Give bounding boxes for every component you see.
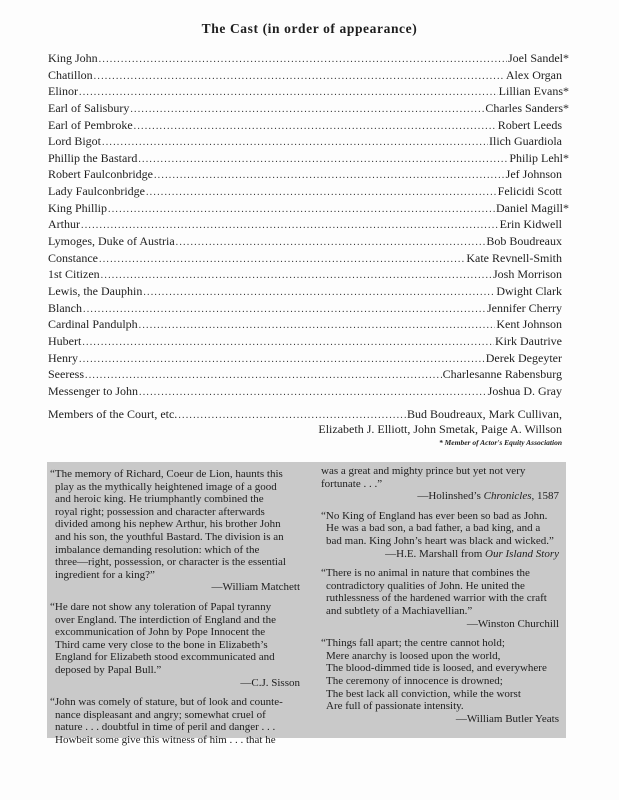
leader-dots bbox=[139, 387, 487, 398]
cast-actor: Charles Sanders* bbox=[485, 100, 569, 115]
attribution-text: —H.E. Marshall from bbox=[385, 547, 486, 560]
cast-row bbox=[48, 234, 569, 251]
cast-row bbox=[48, 68, 569, 85]
leader-dots bbox=[102, 137, 488, 148]
leader-dots bbox=[108, 204, 495, 215]
cast-role: Chatillon bbox=[48, 67, 93, 82]
quote-line: divided among his nephew Arthur, his brother John bbox=[55, 518, 281, 531]
cast-row bbox=[48, 384, 569, 401]
quote-line: The ceremony of innocence is drowned; bbox=[326, 674, 503, 687]
quote-line: imbalance demanding resolution: which of the bbox=[55, 543, 260, 556]
cast-role: Robert Faulconbridge bbox=[48, 167, 153, 182]
quote-line: and subtlety of a Machiavellian.” bbox=[326, 604, 473, 617]
leader-dots bbox=[176, 237, 486, 248]
attribution-title: Our Island Story bbox=[485, 547, 559, 560]
leader-dots bbox=[130, 104, 484, 115]
cast-role: Earl of Salisbury bbox=[48, 100, 130, 115]
quote-attribution: —William Butler Yeats bbox=[455, 712, 559, 725]
cast-actor: Alex Organ bbox=[505, 67, 562, 82]
cast-row bbox=[48, 101, 569, 118]
leader-dots bbox=[101, 270, 492, 281]
cast-actor: Bob Boudreaux bbox=[486, 234, 562, 249]
quote-line: “He dare not show any toleration of Papal tyranny bbox=[50, 600, 272, 613]
cast-role: Arthur bbox=[48, 217, 80, 232]
quote-attribution: —C.J. Sisson bbox=[240, 676, 300, 689]
cast-role: Henry bbox=[48, 350, 78, 365]
cast-row bbox=[48, 134, 569, 151]
quote-line: The blood-dimmed tide is loosed, and everywhere bbox=[326, 662, 547, 675]
quote-line: royal right; possession and character afterwards bbox=[55, 505, 265, 518]
cast-actor: Charlesanne Rabensburg bbox=[442, 367, 562, 382]
quote bbox=[321, 567, 559, 630]
cast-actor: Kent Johnson bbox=[496, 317, 562, 332]
leader-dots bbox=[143, 287, 495, 298]
quotes-box bbox=[47, 462, 566, 746]
cast-row bbox=[48, 84, 569, 101]
cast-list bbox=[48, 51, 569, 400]
cast-row bbox=[48, 167, 569, 184]
quote-line: ruthlessness of the hardened warrior with the craft bbox=[326, 592, 547, 605]
quote-attribution: —Winston Churchill bbox=[466, 617, 559, 630]
cast-role: Lewis, the Dauphin bbox=[48, 283, 143, 298]
cast-row bbox=[48, 184, 569, 201]
cast-row bbox=[48, 367, 569, 384]
cast-role: Hubert bbox=[48, 333, 82, 348]
quote bbox=[50, 696, 312, 746]
quote-line: and his son, the youthful Bastard. The division is an bbox=[55, 530, 284, 543]
cast-actor-continued: Elizabeth J. Elliott, John Smetak, Paige A. Willson bbox=[318, 422, 562, 436]
leader-dots bbox=[99, 254, 465, 265]
quote-line: Mere anarchy is loosed upon the world, bbox=[326, 649, 501, 662]
quote bbox=[50, 601, 312, 689]
quote bbox=[50, 468, 312, 594]
cast-row bbox=[48, 251, 569, 268]
leader-dots bbox=[82, 337, 494, 348]
cast-row bbox=[48, 351, 569, 368]
members-of-court bbox=[48, 407, 569, 448]
cast-actor: Philip Lehl* bbox=[509, 150, 569, 165]
cast-actor: Josh Morrison bbox=[492, 267, 562, 282]
cast-actor: Joel Sandel* bbox=[508, 51, 569, 65]
quote-line: was a great and mighty prince but yet not very bbox=[321, 465, 526, 477]
cast-role: Lymoges, Duke of Austria bbox=[48, 234, 175, 249]
quote-line: “There is no animal in nature that combines the bbox=[321, 567, 530, 580]
quote-line: play as the mythically heightened image of a good bbox=[55, 480, 277, 493]
quote-attribution bbox=[321, 548, 559, 561]
cast-role: Messenger to John bbox=[48, 383, 138, 398]
page-title: The Cast (in order of appearance) bbox=[201, 21, 418, 36]
cast-actor: Lillian Evans* bbox=[498, 84, 569, 99]
quote-line: Howbeit some give this witness of him . . . that he bbox=[55, 733, 276, 746]
cast-actor: Joshua D. Gray bbox=[487, 383, 562, 398]
cast-actor: Ilich Guardiola bbox=[489, 134, 562, 149]
attribution-text: —Holinshed’s bbox=[417, 490, 484, 503]
cast-role: Elinor bbox=[48, 84, 78, 99]
quote-line: “The memory of Richard, Coeur de Lion, haunts this bbox=[50, 468, 283, 480]
attribution-text: , 1587 bbox=[531, 490, 559, 503]
quote bbox=[321, 465, 559, 503]
quotes-left-column bbox=[50, 468, 312, 753]
quote-line: England for Elizabeth stood excommunicated and bbox=[55, 651, 275, 664]
cast-row bbox=[48, 217, 569, 234]
quote-line: nature . . . doubtful in time of peril and danger . . . bbox=[55, 721, 276, 734]
quote-line: and heroic king. He triumphantly combined the bbox=[55, 493, 264, 506]
cast-row bbox=[48, 51, 569, 68]
cast-role: 1st Citizen bbox=[48, 267, 100, 282]
quote-line: deposed by Papal Bull.” bbox=[55, 663, 162, 676]
quote-line: bad man. King John’s heart was black and wicked.” bbox=[326, 534, 554, 547]
cast-role: Lord Bigot bbox=[48, 134, 101, 149]
cast-row bbox=[48, 284, 569, 301]
leader-dots bbox=[81, 220, 499, 231]
quote-line: fortunate . . .” bbox=[321, 477, 383, 490]
cast-actor: Dwight Clark bbox=[496, 283, 562, 298]
leader-dots bbox=[83, 304, 486, 315]
cast-role: King Phillip bbox=[48, 200, 108, 215]
cast-row bbox=[48, 151, 569, 168]
quote bbox=[321, 637, 559, 725]
quote-line: “John was comely of stature, but of look and counte- bbox=[50, 696, 283, 709]
quotes-right-column bbox=[321, 465, 559, 732]
cast-role: Phillip the Bastard bbox=[48, 150, 138, 165]
leader-dots bbox=[79, 87, 498, 98]
cast-role: Seeress bbox=[48, 367, 84, 382]
leader-dots bbox=[134, 121, 497, 132]
cast-actor: Kirk Dautrive bbox=[495, 333, 562, 348]
leader-dots bbox=[85, 370, 442, 381]
cast-actor: Felicidi Scott bbox=[497, 184, 562, 199]
quote-line: contradictory qualities of John. He united the bbox=[326, 579, 525, 592]
leader-dots bbox=[139, 320, 496, 331]
leader-dots bbox=[99, 54, 507, 65]
cast-row bbox=[48, 317, 569, 334]
cast-row bbox=[48, 118, 569, 135]
leader-dots bbox=[79, 354, 485, 365]
cast-role: Blanch bbox=[48, 300, 82, 315]
quote-line: excommunication of John by Pope Innocent the bbox=[55, 626, 266, 639]
leader-dots bbox=[178, 410, 406, 421]
quote-attribution: —William Matchett bbox=[211, 581, 300, 594]
attribution-title: Chronicles bbox=[483, 490, 532, 503]
leader-dots bbox=[94, 71, 505, 82]
quote-attribution bbox=[321, 490, 559, 503]
cast-actor: Derek Degeyter bbox=[485, 350, 562, 365]
quote-line: Third came very close to the bone in Elizabeth’s bbox=[55, 638, 268, 651]
cast-role: Lady Faulconbridge bbox=[48, 184, 145, 199]
cast-row bbox=[48, 201, 569, 218]
quote-line: “No King of England has ever been so bad as John. bbox=[321, 509, 548, 522]
cast-role: Constance bbox=[48, 250, 98, 265]
cast-actor: Robert Leeds bbox=[497, 117, 562, 132]
cast-role: Members of the Court, etc. bbox=[48, 407, 178, 421]
quote-line: Are full of passionate intensity. bbox=[326, 700, 464, 713]
cast-actor: Erin Kidwell bbox=[499, 217, 562, 232]
cast-actor: Jennifer Cherry bbox=[487, 300, 562, 315]
cast-row bbox=[48, 267, 569, 284]
cast-actor: Jef Johnson bbox=[505, 167, 562, 182]
cast-role: Cardinal Pandulph bbox=[48, 317, 138, 332]
quote-line: “Things fall apart; the centre cannot hold; bbox=[321, 637, 505, 650]
cast-actor: Daniel Magill* bbox=[496, 200, 569, 215]
quote bbox=[321, 510, 559, 560]
cast-role: Earl of Pembroke bbox=[48, 117, 133, 132]
quote-line: ingredient for a king?” bbox=[55, 568, 155, 581]
leader-dots bbox=[138, 154, 508, 165]
quote-line: He was a bad son, a bad father, a bad king, and a bbox=[326, 522, 541, 535]
quote-line: nance displeasant and angry; somewhat cruel of bbox=[55, 708, 266, 721]
cast-actor: Bud Boudreaux, Mark Cullivan, bbox=[407, 407, 562, 421]
leader-dots bbox=[154, 170, 505, 181]
cast-actor: Kate Revnell-Smith bbox=[466, 250, 562, 265]
equity-note: * Member of Actor's Equity Association bbox=[439, 438, 562, 447]
cast-row bbox=[48, 334, 569, 351]
leader-dots bbox=[146, 187, 497, 198]
cast-role: King John bbox=[48, 51, 98, 65]
quote-line: The best lack all conviction, while the worst bbox=[326, 687, 521, 700]
cast-row bbox=[48, 301, 569, 318]
quote-line: over England. The interdiction of England and the bbox=[55, 613, 276, 626]
quote-line: three—right, possession, or character is the essential bbox=[55, 556, 286, 569]
